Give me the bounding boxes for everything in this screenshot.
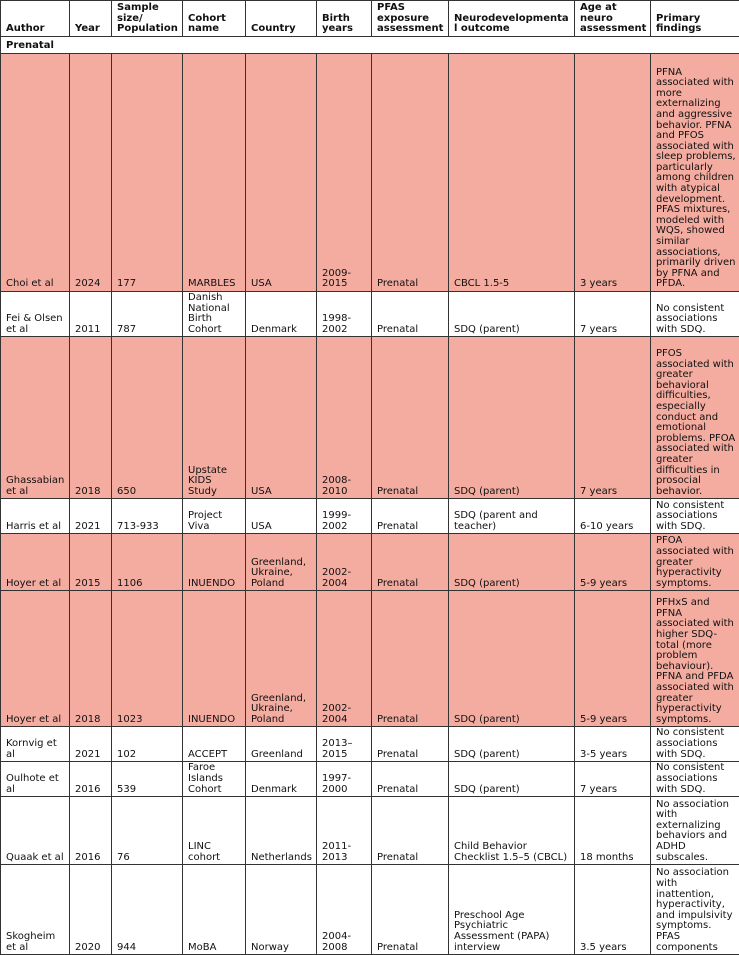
- age-at-assessment-cell: 5-9 years: [575, 591, 651, 727]
- birth-years-cell: 2013–2015: [317, 727, 372, 762]
- birth-years-cell: 2002-2004: [317, 534, 372, 591]
- neuro-outcome-cell: SDQ (parent and teacher): [449, 499, 575, 534]
- country-cell: Norway: [246, 865, 317, 955]
- section-label: Prenatal: [1, 37, 739, 54]
- country-cell: USA: [246, 337, 317, 499]
- section-row: [1, 37, 739, 54]
- primary-findings-cell: No consistent associations with SDQ.: [651, 292, 739, 337]
- cohort-name-cell: MARBLES: [183, 54, 246, 292]
- year-cell: 2011: [70, 292, 112, 337]
- column-header-pfas-exposure: PFAS exposure assessment: [372, 1, 449, 37]
- country-cell: Greenland, Ukraine, Poland: [246, 591, 317, 727]
- pfas-exposure-cell: Prenatal: [372, 762, 449, 797]
- column-header-birth-years: Birth years: [317, 1, 372, 37]
- birth-years-cell: 1998-2002: [317, 292, 372, 337]
- cohort-name-cell: INUENDO: [183, 534, 246, 591]
- neuro-outcome-cell: SDQ (parent): [449, 534, 575, 591]
- sample-size-cell: 713-933: [112, 499, 183, 534]
- cohort-name-cell: INUENDO: [183, 591, 246, 727]
- table-row: [1, 762, 739, 797]
- cohort-name-cell: Upstate KIDS Study: [183, 337, 246, 499]
- table-row: [1, 591, 739, 727]
- age-at-assessment-cell: 3.5 years: [575, 865, 651, 955]
- author-cell: Oulhote et al: [1, 762, 70, 797]
- age-at-assessment-cell: 3-5 years: [575, 727, 651, 762]
- birth-years-cell: 1999-2002: [317, 499, 372, 534]
- table-row: [1, 54, 739, 292]
- neuro-outcome-cell: SDQ (parent): [449, 762, 575, 797]
- author-cell: Harris et al: [1, 499, 70, 534]
- table-row: [1, 797, 739, 865]
- sample-size-cell: 944: [112, 865, 183, 955]
- year-cell: 2018: [70, 337, 112, 499]
- year-cell: 2016: [70, 797, 112, 865]
- table-row: [1, 499, 739, 534]
- year-cell: 2021: [70, 499, 112, 534]
- table-row: [1, 337, 739, 499]
- column-header-neuro-outcome: Neurodevelopmental outcome: [449, 1, 575, 37]
- age-at-assessment-cell: 5-9 years: [575, 534, 651, 591]
- country-cell: Netherlands: [246, 797, 317, 865]
- primary-findings-cell: No association with inattention, hyperactivity, and impulsivity symptoms. PFAS components: [651, 865, 739, 955]
- cohort-name-cell: ACCEPT: [183, 727, 246, 762]
- cohort-name-cell: Project Viva: [183, 499, 246, 534]
- country-cell: Denmark: [246, 762, 317, 797]
- cohort-name-cell: LINC cohort: [183, 797, 246, 865]
- primary-findings-cell: No consistent associations with SDQ.: [651, 727, 739, 762]
- birth-years-cell: 2004-2008: [317, 865, 372, 955]
- age-at-assessment-cell: 7 years: [575, 337, 651, 499]
- table-row: [1, 727, 739, 762]
- year-cell: 2015: [70, 534, 112, 591]
- primary-findings-cell: No association with externalizing behaviors and ADHD subscales.: [651, 797, 739, 865]
- cohort-name-cell: Faroe Islands Cohort: [183, 762, 246, 797]
- birth-years-cell: 2011-2013: [317, 797, 372, 865]
- sample-size-cell: 102: [112, 727, 183, 762]
- table-body: [1, 37, 739, 955]
- sample-size-cell: 539: [112, 762, 183, 797]
- age-at-assessment-cell: 7 years: [575, 292, 651, 337]
- year-cell: 2024: [70, 54, 112, 292]
- author-cell: Choi et al: [1, 54, 70, 292]
- country-cell: USA: [246, 499, 317, 534]
- country-cell: Greenland: [246, 727, 317, 762]
- pfas-exposure-cell: Prenatal: [372, 337, 449, 499]
- year-cell: 2016: [70, 762, 112, 797]
- column-header-cohort-name: Cohort name: [183, 1, 246, 37]
- column-header-author: Author: [1, 1, 70, 37]
- author-cell: Kornvig et al: [1, 727, 70, 762]
- sample-size-cell: 787: [112, 292, 183, 337]
- pfas-exposure-cell: Prenatal: [372, 591, 449, 727]
- neuro-outcome-cell: Preschool Age Psychiatric Assessment (PAPA) interview: [449, 865, 575, 955]
- pfas-exposure-cell: Prenatal: [372, 54, 449, 292]
- neuro-outcome-cell: SDQ (parent): [449, 591, 575, 727]
- age-at-assessment-cell: 7 years: [575, 762, 651, 797]
- birth-years-cell: 2008-2010: [317, 337, 372, 499]
- table-row: [1, 292, 739, 337]
- column-header-country: Country: [246, 1, 317, 37]
- age-at-assessment-cell: 18 months: [575, 797, 651, 865]
- pfas-exposure-cell: Prenatal: [372, 797, 449, 865]
- column-header-age-at-assessment: Age at neuro assessment: [575, 1, 651, 37]
- table-row: [1, 534, 739, 591]
- birth-years-cell: 1997-2000: [317, 762, 372, 797]
- age-at-assessment-cell: 3 years: [575, 54, 651, 292]
- pfas-exposure-cell: Prenatal: [372, 727, 449, 762]
- table-row: [1, 865, 739, 955]
- cohort-name-cell: Danish National Birth Cohort: [183, 292, 246, 337]
- birth-years-cell: 2002-2004: [317, 591, 372, 727]
- neuro-outcome-cell: Child Behavior Checklist 1.5–5 (CBCL): [449, 797, 575, 865]
- pfas-exposure-cell: Prenatal: [372, 499, 449, 534]
- header-row: [1, 1, 739, 37]
- author-cell: Skogheim et al: [1, 865, 70, 955]
- pfas-exposure-cell: Prenatal: [372, 865, 449, 955]
- neuro-outcome-cell: SDQ (parent): [449, 292, 575, 337]
- sample-size-cell: 76: [112, 797, 183, 865]
- neuro-outcome-cell: SDQ (parent): [449, 337, 575, 499]
- column-header-year: Year: [70, 1, 112, 37]
- column-header-primary-findings: Primary findings: [651, 1, 739, 37]
- country-cell: USA: [246, 54, 317, 292]
- sample-size-cell: 1023: [112, 591, 183, 727]
- neuro-outcome-cell: CBCL 1.5-5: [449, 54, 575, 292]
- primary-findings-cell: PFHxS and PFNA associated with higher SDQ-total (more problem behaviour). PFNA and PFDA associated with greater hyperactivity symptoms.: [651, 591, 739, 727]
- author-cell: Fei & Olsen et al: [1, 292, 70, 337]
- year-cell: 2021: [70, 727, 112, 762]
- country-cell: Greenland, Ukraine, Poland: [246, 534, 317, 591]
- primary-findings-cell: No consistent associations with SDQ.: [651, 762, 739, 797]
- sample-size-cell: 1106: [112, 534, 183, 591]
- primary-findings-cell: PFNA associated with more externalizing and aggressive behavior. PFNA and PFOS associated with sleep problems, particularly among children with atypical development. PFAS mixtures, modeled with WQS, showed similar associations, primarily driven by PFNA and PFDA.: [651, 54, 739, 292]
- country-cell: Denmark: [246, 292, 317, 337]
- column-header-sample-size: Sample size/ Population: [112, 1, 183, 37]
- year-cell: 2020: [70, 865, 112, 955]
- sample-size-cell: 650: [112, 337, 183, 499]
- neuro-outcome-cell: SDQ (parent): [449, 727, 575, 762]
- pfas-exposure-cell: Prenatal: [372, 534, 449, 591]
- pfas-exposure-cell: Prenatal: [372, 292, 449, 337]
- primary-findings-cell: No consistent associations with SDQ.: [651, 499, 739, 534]
- year-cell: 2018: [70, 591, 112, 727]
- author-cell: Hoyer et al: [1, 534, 70, 591]
- author-cell: Quaak et al: [1, 797, 70, 865]
- cohort-name-cell: MoBA: [183, 865, 246, 955]
- age-at-assessment-cell: 6-10 years: [575, 499, 651, 534]
- sample-size-cell: 177: [112, 54, 183, 292]
- author-cell: Ghassabian et al: [1, 337, 70, 499]
- primary-findings-cell: PFOA associated with greater hyperactivity symptoms.: [651, 534, 739, 591]
- primary-findings-cell: PFOS associated with greater behavioral difficulties, especially conduct and emotional problems. PFOA associated with greater difficulties in prosocial behavior.: [651, 337, 739, 499]
- birth-years-cell: 2009-2015: [317, 54, 372, 292]
- author-cell: Hoyer et al: [1, 591, 70, 727]
